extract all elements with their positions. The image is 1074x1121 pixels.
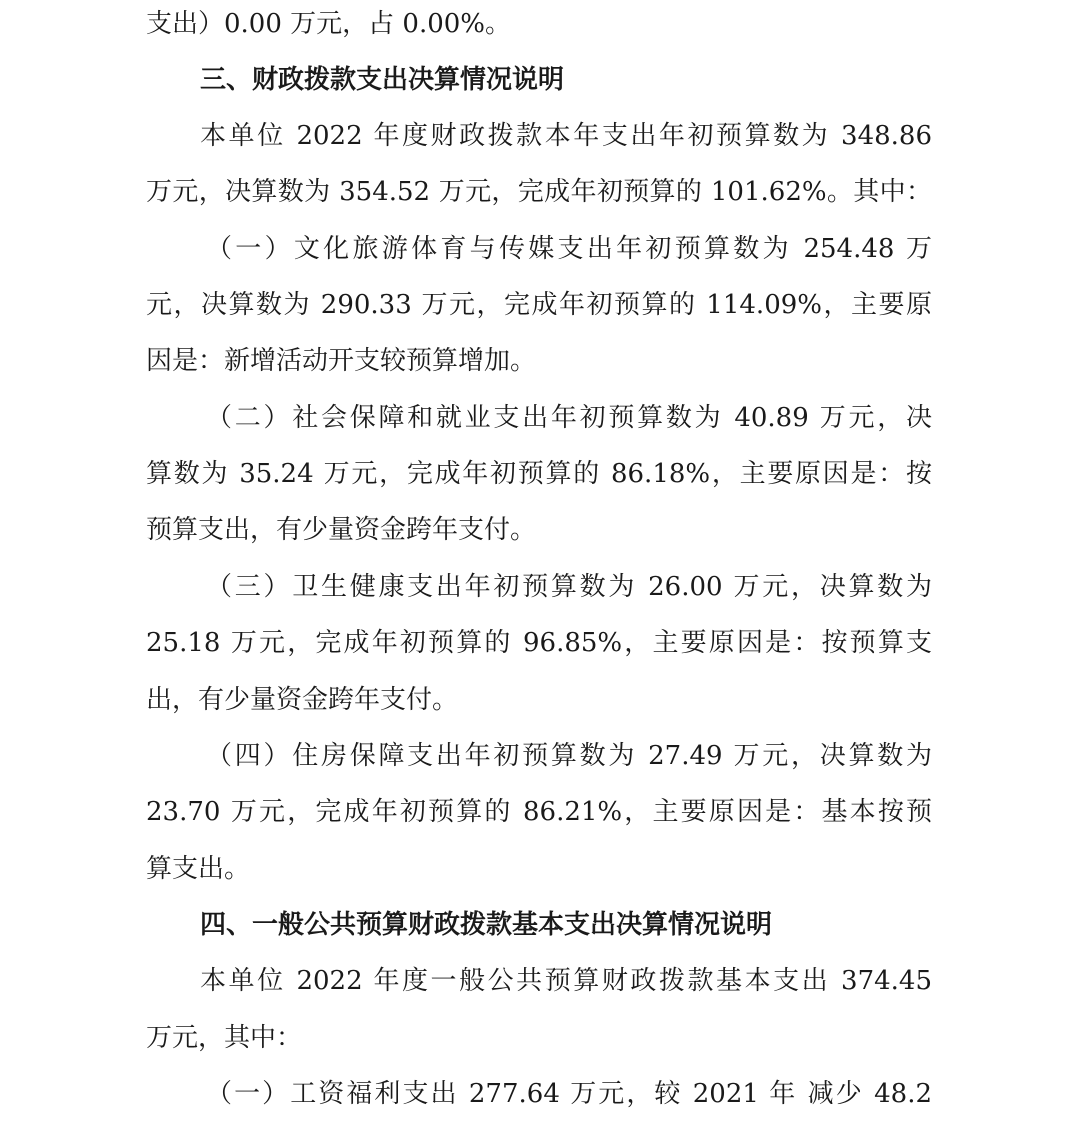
text-line: （三）卫生健康支出年初预算数为 26.00 万元，决算数为: [206, 572, 932, 602]
text-line: 23.70 万元，完成年初预算的 86.21%，主要原因是：基本按预: [146, 797, 932, 827]
text-line: （二）社会保障和就业支出年初预算数为 40.89 万元，决: [206, 403, 932, 433]
text-line: （一）文化旅游体育与传媒支出年初预算数为 254.48 万: [206, 234, 932, 264]
text-line: 元，决算数为 290.33 万元，完成年初预算的 114.09%，主要原: [146, 290, 932, 320]
text-line: 本单位 2022 年度一般公共预算财政拨款基本支出 374.45: [200, 966, 932, 996]
text-line: 预算支出，有少量资金跨年支付。: [146, 515, 537, 545]
text-line: 算数为 35.24 万元，完成年初预算的 86.18%，主要原因是：按: [146, 459, 932, 489]
text-line: 本单位 2022 年度财政拨款本年支出年初预算数为 348.86: [200, 121, 932, 151]
text-line: 25.18 万元，完成年初预算的 96.85%，主要原因是：按预算支: [146, 628, 932, 658]
text-line: 万元，决算数为 354.52 万元，完成年初预算的 101.62%。其中：: [146, 177, 932, 207]
section-heading-3: 三、财政拨款支出决算情况说明: [200, 65, 565, 95]
text-line: 支出）0.00 万元，占 0.00%。: [146, 9, 512, 39]
text-line: 算支出。: [146, 854, 251, 884]
text-line: 出，有少量资金跨年支付。: [146, 685, 459, 715]
text-line: 万元，其中：: [146, 1023, 303, 1053]
text-line: （一）工资福利支出 277.64 万元，较 2021 年 减少 48.2: [206, 1079, 932, 1109]
section-heading-4: 四、一般公共预算财政拨款基本支出决算情况说明: [200, 910, 773, 940]
text-line: （四）住房保障支出年初预算数为 27.49 万元，决算数为: [206, 741, 932, 771]
text-line: 因是：新增活动开支较预算增加。: [146, 346, 537, 376]
